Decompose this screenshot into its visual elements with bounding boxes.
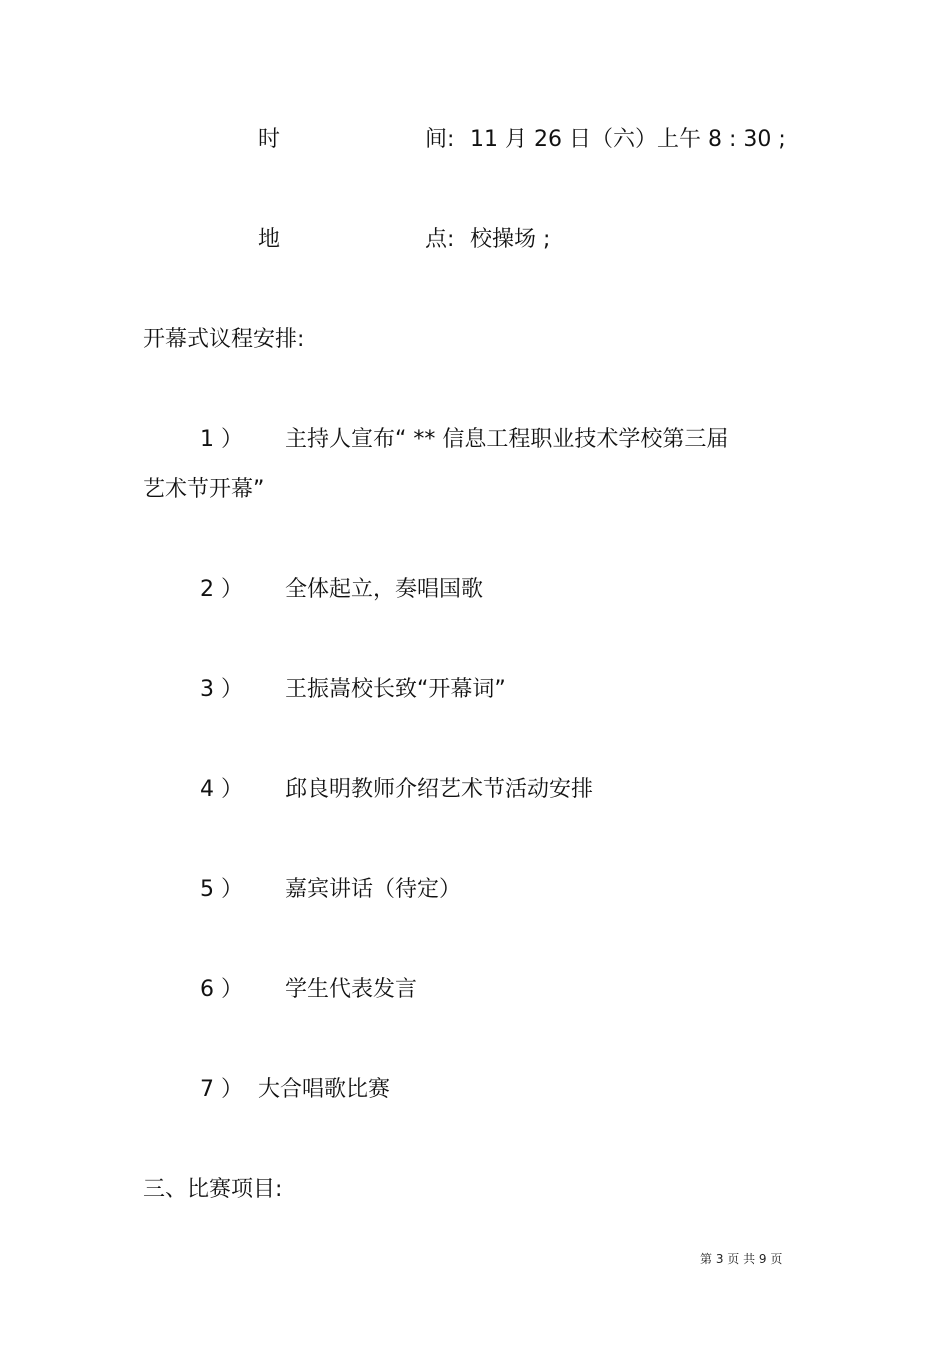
time-label-part1: 时 [258,127,281,152]
agenda-item-7-number: 7 ） [200,1077,243,1102]
agenda-heading: 开幕式议程安排: [143,327,305,352]
place-value: 校操场 ; [470,227,551,252]
agenda-item-3-text: 王振嵩校长致“开幕词” [285,677,506,702]
agenda-item-2-text: 全体起立，奏唱国歌 [285,577,484,602]
agenda-item-6-number: 6 ） [200,977,243,1002]
agenda-item-7-text: 大合唱歌比赛 [258,1077,391,1102]
agenda-item-5-number: 5 ） [200,877,243,902]
agenda-item-2-number: 2 ） [200,577,243,602]
place-label-part2: 点: [425,227,455,252]
section-3-heading: 三、比赛项目: [143,1177,283,1202]
agenda-item-3-number: 3 ） [200,677,243,702]
agenda-item-1-text: 主持人宣布“ ** 信息工程职业技术学校第三届 [285,427,729,452]
agenda-item-4-number: 4 ） [200,777,243,802]
agenda-item-5-text: 嘉宾讲话（待定） [285,877,462,902]
agenda-item-6-text: 学生代表发言 [285,977,418,1002]
agenda-item-4-text: 邱良明教师介绍艺术节活动安排 [285,777,594,802]
agenda-item-1-number: 1 ） [200,427,243,452]
time-value: 11 月 26 日（六）上午 8 : 30 ; [470,127,786,152]
agenda-item-1-continuation: 艺术节开幕” [143,477,265,502]
place-label-part1: 地 [258,227,281,252]
time-label-part2: 间: [425,127,455,152]
page-number-footer: 第 3 页 共 9 页 [700,1252,783,1266]
